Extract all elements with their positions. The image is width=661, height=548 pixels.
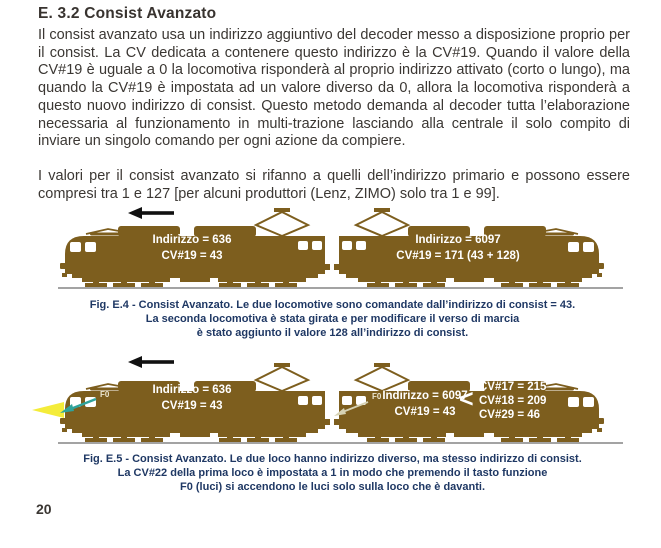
fig5-loco2-f0-arrow-icon	[332, 398, 372, 418]
fig4-locomotive-2	[334, 207, 604, 291]
fig4-loco2-address: Indirizzo = 6097	[415, 234, 501, 246]
fig5-loco1-cv19: CV#19 = 43	[161, 400, 223, 412]
fig4-caption-line3: è stato aggiunto il valore 128 all’indirizzo di consist.	[196, 327, 469, 339]
fig5-loco1-address: Indirizzo = 636	[152, 384, 232, 396]
fig5-loco2-cv18: CV#18 = 209	[479, 395, 547, 407]
body-paragraph-1: Il consist avanzato usa un indirizzo aggiuntivo del decoder messo a disposizione proprio per il consist. La CV dedicata a contenere questo indirizzo è la CV#19. Quando il valore della CV#19 è uguale a 0 la locomotiva risponderà al proprio indirizzo attivato (corto o lungo), ma quando la CV#19 è impostata ad un valore diverso da 0, allora la locomotiva risponderà a questo nuovo indirizzo di consist. Questo metodo demanda al decoder tutta l’elaborazione necessaria al funzionamento in multi-trazione lasciando alla centrale il solo compito di inviare un singolo comando per ogni azione da compiere.	[38, 27, 630, 150]
fig5-loco2-cv17: CV#17 = 215	[479, 381, 547, 393]
fig5-loco1-f0-label: F0	[100, 390, 110, 399]
fig5-loco2-cv19: CV#19 = 43	[394, 406, 456, 418]
fig4-loco1-address: Indirizzo = 636	[152, 234, 232, 246]
fig4-loco2-cv19: CV#19 = 171 (43 + 128)	[396, 250, 520, 262]
fig5-loco1-f0-arrow-icon	[58, 396, 98, 416]
fig5-loco2-address: Indirizzo = 6097	[382, 390, 468, 402]
fig4-caption-line2: La seconda locomotiva è stata girata e per modificare il verso di marcia	[145, 313, 520, 325]
fig5-loco2-bracket: <	[459, 385, 474, 413]
fig5-caption-line2: La CV#22 della prima loco è impostata a 1 in modo che premendo il tasto funzione	[117, 467, 548, 479]
fig4-loco1-cv19: CV#19 = 43	[161, 250, 223, 262]
fig5-loco2-f0-label: F0	[372, 392, 382, 401]
fig5-loco2-cv29: CV#29 = 46	[479, 409, 541, 421]
page-number: 20	[36, 501, 52, 517]
fig4-locomotive-1	[60, 207, 330, 291]
fig5-caption-line1: Fig. E.5 - Consist Avanzato. Le due loco hanno indirizzo diverso, ma stesso indirizzo di consist.	[83, 453, 582, 465]
fig5-caption-line3: F0 (luci) si accendono le luci solo sulla loco che è davanti.	[179, 481, 486, 493]
section-heading: E. 3.2 Consist Avanzato	[38, 5, 217, 22]
fig4-caption-line1: Fig. E.4 - Consist Avanzato. Le due locomotive sono comandate dall’indirizzo di consist = 43.	[89, 299, 576, 311]
body-paragraph-2: I valori per il consist avanzato si rifanno a quelli dell’indirizzo primario e possono essere compresi tra 1 e 127 [per alcuni produttori (Lenz, ZIMO) solo tra 1 e 99].	[38, 168, 630, 202]
